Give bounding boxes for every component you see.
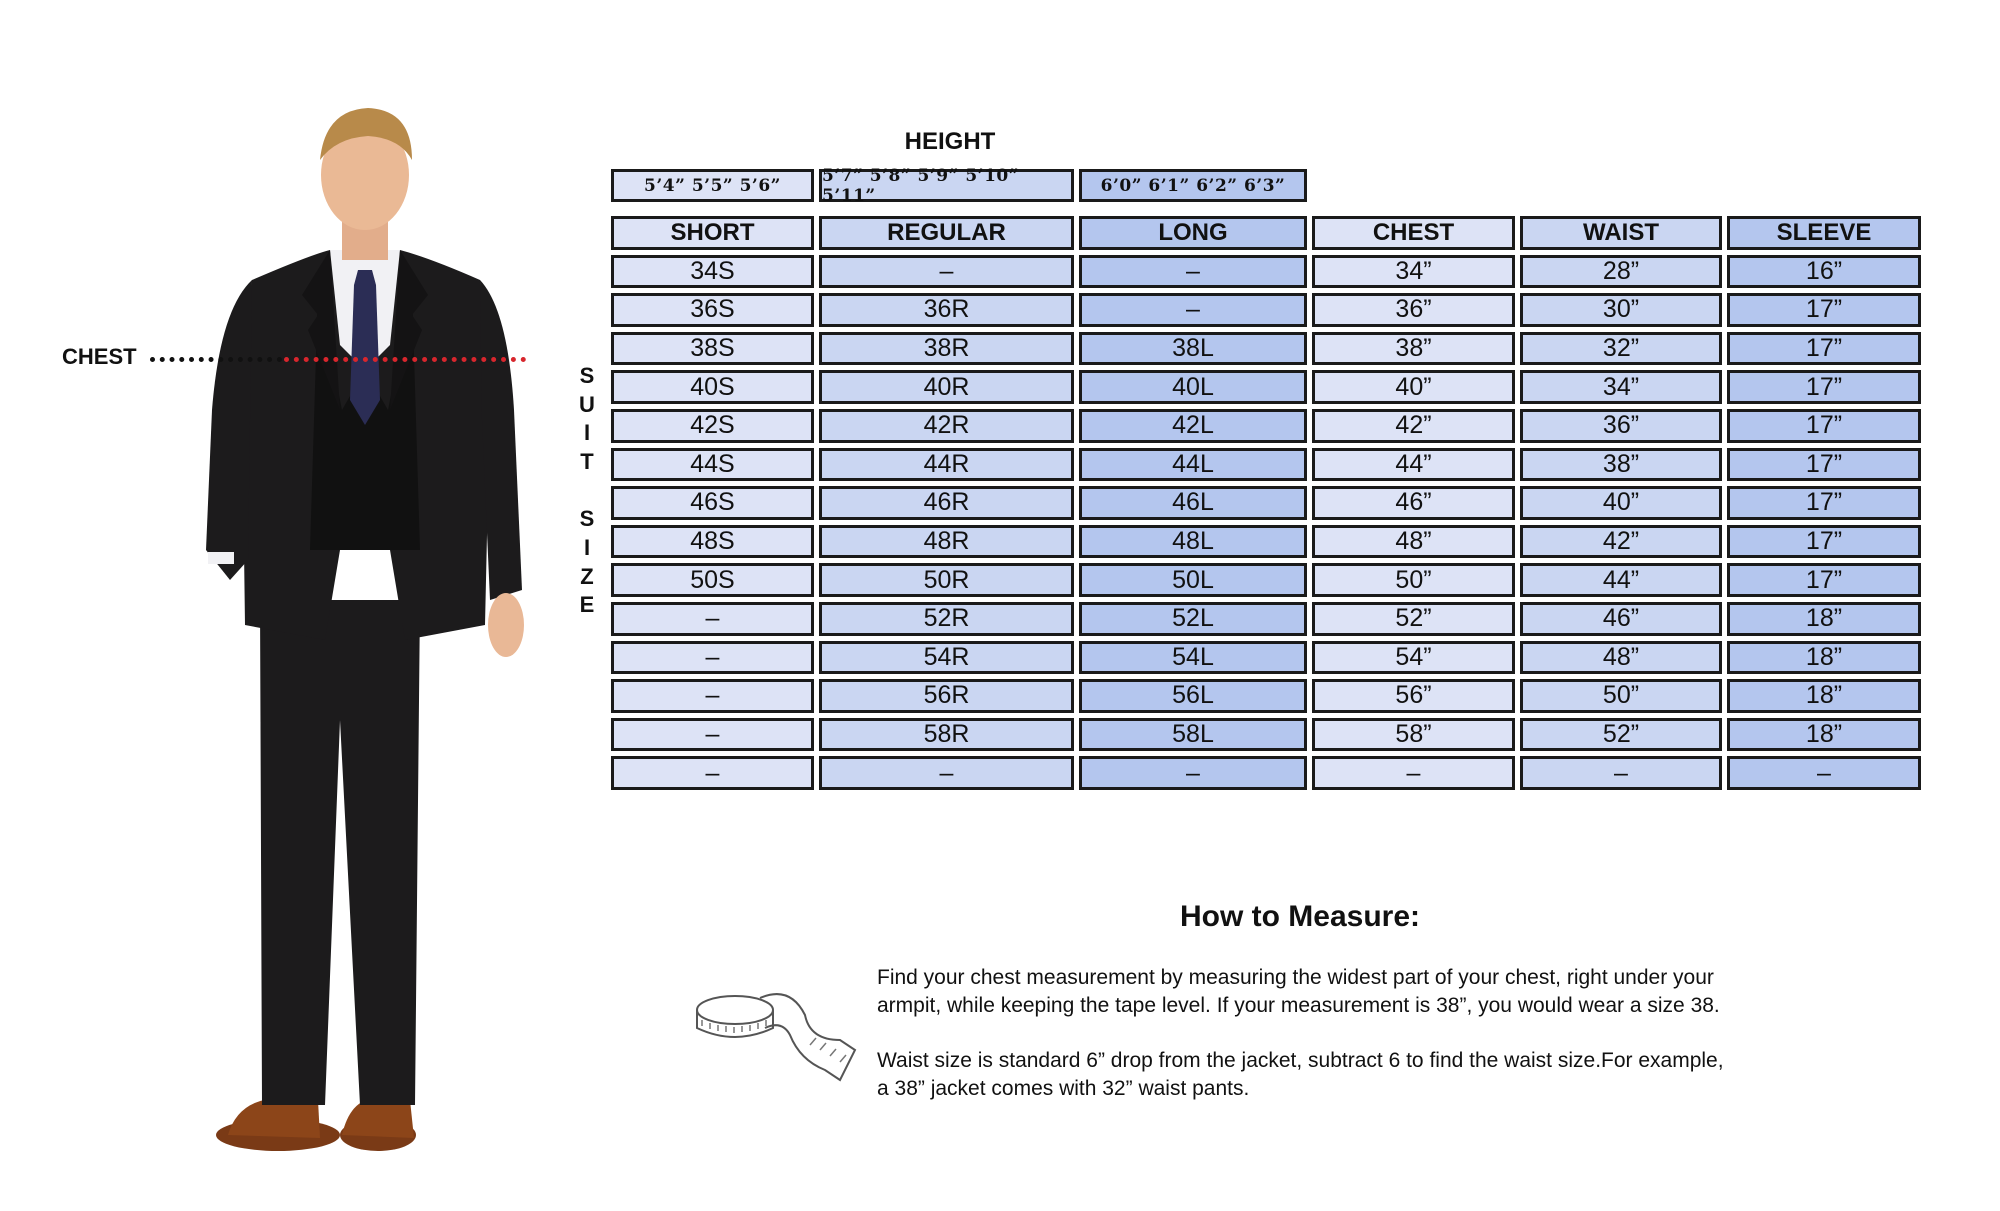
table-cell-short: 44S [611, 448, 814, 482]
table-cell-sleeve: 17” [1727, 370, 1921, 404]
table-cell-long: 50L [1079, 563, 1307, 597]
table-cell-short: – [611, 602, 814, 636]
table-cell-long: – [1079, 293, 1307, 327]
table-cell-waist: 52” [1520, 718, 1722, 752]
table-cell-sleeve: 17” [1727, 293, 1921, 327]
chest-instructions-line: armpit, while keeping the tape level. If your measurement is 38”, you would wear a size 38. [877, 994, 1720, 1017]
table-cell-sleeve: 18” [1727, 602, 1921, 636]
table-cell-chest: 46” [1312, 486, 1515, 520]
table-cell-short: 36S [611, 293, 814, 327]
trousers [260, 600, 420, 1105]
table-cell-long: 52L [1079, 602, 1307, 636]
right-hand [488, 593, 524, 657]
table-cell-long: 44L [1079, 448, 1307, 482]
table-cell-waist: 28” [1520, 255, 1722, 289]
table-cell-waist: – [1520, 756, 1722, 790]
table-cell-chest: 40” [1312, 370, 1515, 404]
height-range-regular: 5’7” 5’8” 5’9” 5’10” 5’11” [819, 169, 1074, 202]
table-cell-waist: 30” [1520, 293, 1722, 327]
suit-size-letter: S [579, 506, 595, 532]
table-cell-short: 38S [611, 332, 814, 366]
table-cell-long: 54L [1079, 641, 1307, 675]
size-table [611, 216, 1921, 790]
suit-size-vertical-label [574, 362, 600, 620]
table-cell-sleeve: 17” [1727, 525, 1921, 559]
table-cell-short: 42S [611, 409, 814, 443]
table-cell-waist: 46” [1520, 602, 1722, 636]
table-cell-chest: 44” [1312, 448, 1515, 482]
table-cell-short: – [611, 756, 814, 790]
suit-size-letter: T [580, 448, 594, 474]
table-cell-regular: 38R [819, 332, 1074, 366]
how-to-measure-title: How to Measure: [1179, 900, 1421, 933]
suit-size-letter: I [583, 534, 591, 560]
table-cell-sleeve: – [1727, 756, 1921, 790]
table-cell-regular: 42R [819, 409, 1074, 443]
table-cell-regular: 36R [819, 293, 1074, 327]
table-cell-waist: 32” [1520, 332, 1722, 366]
chest-instructions [877, 964, 1827, 1020]
suit-size-letter: S [579, 363, 595, 388]
table-cell-long: 40L [1079, 370, 1307, 404]
table-cell-chest: 54” [1312, 641, 1515, 675]
measuring-tape-icon [690, 980, 860, 1085]
table-cell-chest: 36” [1312, 293, 1515, 327]
table-cell-regular: 40R [819, 370, 1074, 404]
table-cell-sleeve: 17” [1727, 563, 1921, 597]
height-range-long: 6’0” 6’1” 6’2” 6’3” [1079, 169, 1307, 202]
column-header-regular: REGULAR [819, 216, 1074, 250]
table-cell-sleeve: 18” [1727, 718, 1921, 752]
table-cell-waist: 40” [1520, 486, 1722, 520]
table-cell-regular: 44R [819, 448, 1074, 482]
table-cell-long: – [1079, 756, 1307, 790]
table-cell-chest: 34” [1312, 255, 1515, 289]
table-cell-long: 42L [1079, 409, 1307, 443]
table-cell-chest: 56” [1312, 679, 1515, 713]
table-cell-regular: – [819, 756, 1074, 790]
table-cell-chest: 50” [1312, 563, 1515, 597]
table-cell-sleeve: 17” [1727, 409, 1921, 443]
column-header-sleeve: SLEEVE [1727, 216, 1921, 250]
table-cell-short: – [611, 718, 814, 752]
table-cell-short: 50S [611, 563, 814, 597]
table-cell-sleeve: 18” [1727, 641, 1921, 675]
suit-size-letter: U [579, 391, 595, 417]
column-header-chest: CHEST [1312, 216, 1515, 250]
table-cell-regular: 56R [819, 679, 1074, 713]
chest-measure-line [284, 357, 526, 362]
table-cell-long: 48L [1079, 525, 1307, 559]
left-arm [206, 280, 252, 580]
table-cell-long: 58L [1079, 718, 1307, 752]
table-cell-chest: 42” [1312, 409, 1515, 443]
column-header-long: LONG [1079, 216, 1307, 250]
table-cell-regular: 54R [819, 641, 1074, 675]
table-cell-waist: 48” [1520, 641, 1722, 675]
height-title: HEIGHT [904, 128, 996, 155]
table-cell-chest: 38” [1312, 332, 1515, 366]
table-cell-long: – [1079, 255, 1307, 289]
table-cell-short: 48S [611, 525, 814, 559]
height-range-short: 5’4” 5’5” 5’6” [611, 169, 814, 202]
table-cell-sleeve: 17” [1727, 448, 1921, 482]
table-cell-regular: – [819, 255, 1074, 289]
table-cell-long: 56L [1079, 679, 1307, 713]
table-cell-short: 34S [611, 255, 814, 289]
suit-size-letter: Z [580, 563, 594, 589]
suit-size-gap [574, 476, 600, 505]
table-cell-short: 40S [611, 370, 814, 404]
left-cuff [208, 552, 234, 564]
table-cell-sleeve: 17” [1727, 486, 1921, 520]
suit-model-illustration [190, 80, 540, 1160]
table-cell-regular: 58R [819, 718, 1074, 752]
suit-size-letter: I [583, 420, 591, 446]
table-cell-waist: 38” [1520, 448, 1722, 482]
table-cell-chest: 58” [1312, 718, 1515, 752]
table-cell-waist: 42” [1520, 525, 1722, 559]
table-cell-regular: 46R [819, 486, 1074, 520]
table-cell-chest: 52” [1312, 602, 1515, 636]
table-cell-waist: 36” [1520, 409, 1722, 443]
suit-size-letter: E [579, 592, 595, 618]
chest-dotted-line [150, 357, 282, 362]
waist-instructions-line: Waist size is standard 6” drop from the jacket, subtract 6 to find the waist size.For example, [877, 1049, 1724, 1072]
table-cell-short: 46S [611, 486, 814, 520]
table-cell-regular: 48R [819, 525, 1074, 559]
column-header-short: SHORT [611, 216, 814, 250]
table-cell-long: 46L [1079, 486, 1307, 520]
column-header-waist: WAIST [1520, 216, 1722, 250]
table-cell-chest: – [1312, 756, 1515, 790]
chest-label: CHEST [62, 344, 137, 369]
table-cell-regular: 52R [819, 602, 1074, 636]
table-cell-sleeve: 16” [1727, 255, 1921, 289]
table-cell-short: – [611, 641, 814, 675]
table-cell-sleeve: 18” [1727, 679, 1921, 713]
table-cell-waist: 44” [1520, 563, 1722, 597]
table-cell-regular: 50R [819, 563, 1074, 597]
waist-instructions [877, 1047, 1827, 1103]
waist-instructions-line: a 38” jacket comes with 32” waist pants. [877, 1077, 1250, 1100]
table-cell-waist: 34” [1520, 370, 1722, 404]
table-cell-short: – [611, 679, 814, 713]
table-cell-long: 38L [1079, 332, 1307, 366]
table-cell-sleeve: 17” [1727, 332, 1921, 366]
chest-instructions-line: Find your chest measurement by measuring the widest part of your chest, right under your [877, 966, 1714, 989]
table-cell-chest: 48” [1312, 525, 1515, 559]
table-cell-waist: 50” [1520, 679, 1722, 713]
chest-callout [62, 344, 482, 374]
